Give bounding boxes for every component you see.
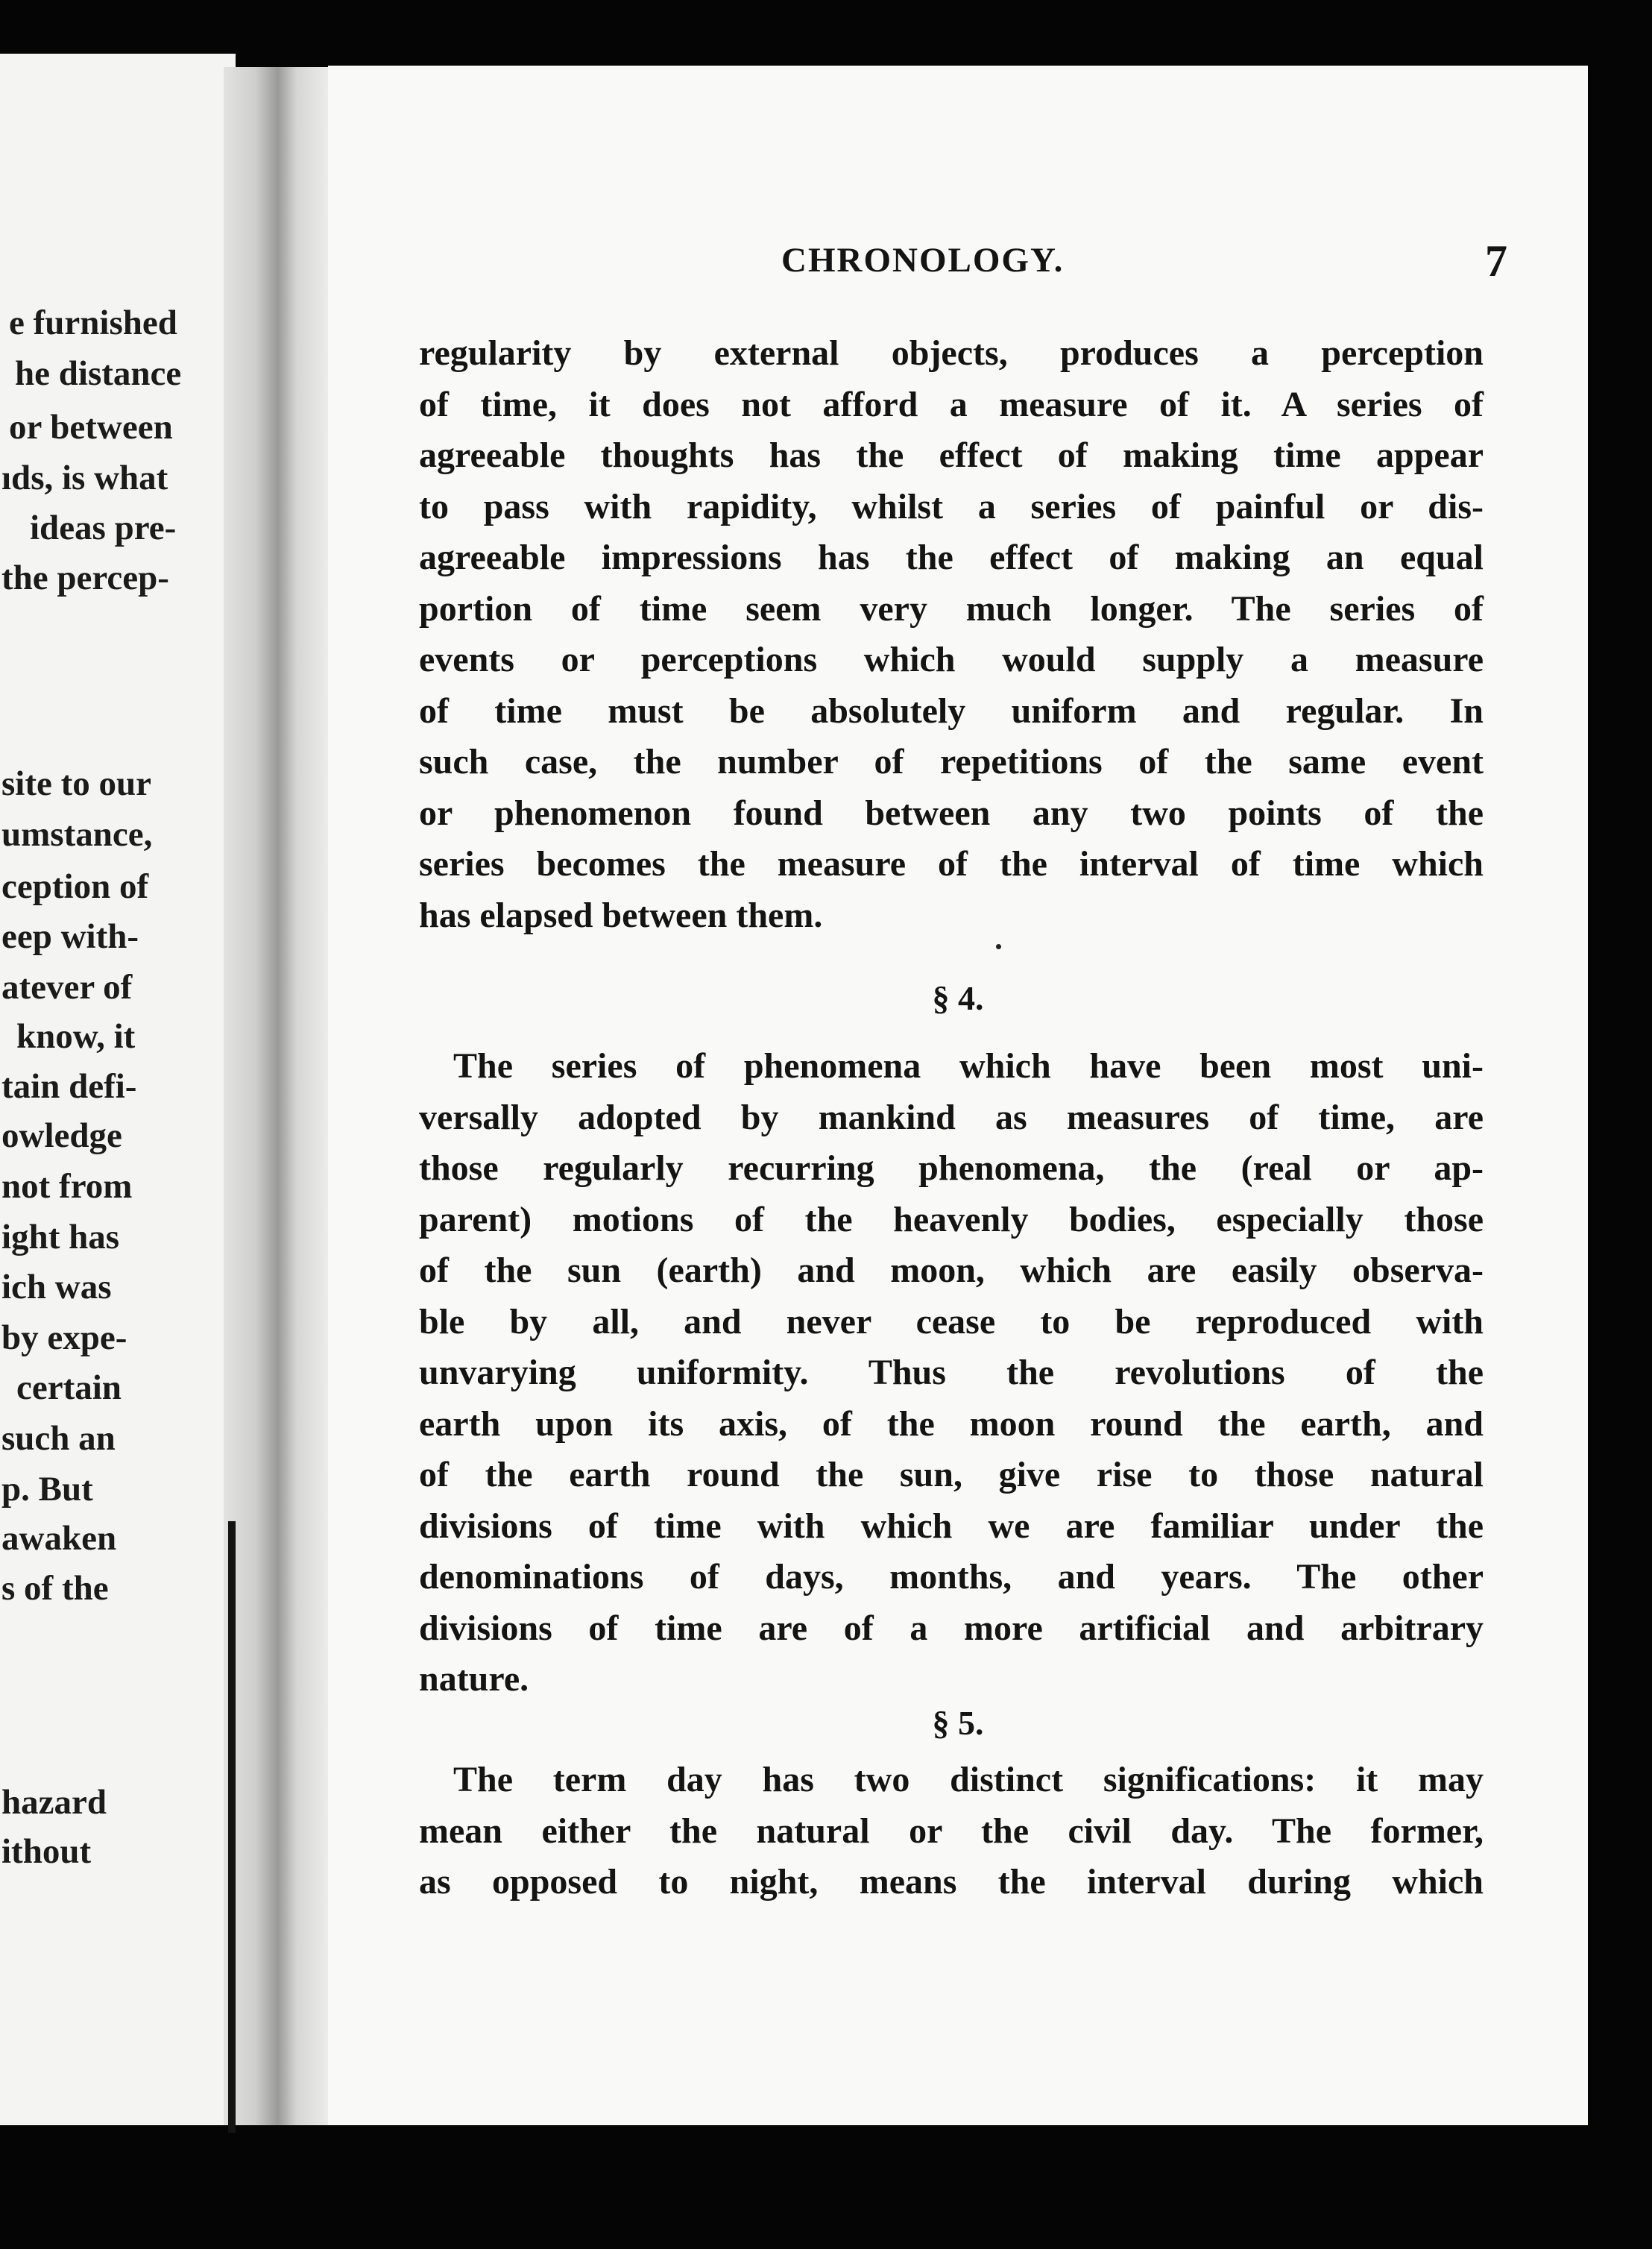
- left-page-fragment: [0, 54, 236, 2125]
- left-page-line: or between: [9, 408, 173, 447]
- left-page-line: ception of: [1, 867, 149, 906]
- ink-speck: [996, 944, 1001, 949]
- left-page-line: s of the: [1, 1569, 109, 1608]
- section-4-heading: § 4.: [932, 979, 984, 1017]
- left-page-line: site to our: [1, 764, 152, 803]
- left-page-line: hazard: [1, 1783, 107, 1822]
- left-page-line: umstance,: [1, 815, 153, 854]
- page-number: 7: [1485, 236, 1507, 286]
- book-gutter: [224, 67, 328, 2125]
- left-page-line: not from: [1, 1167, 133, 1206]
- left-page-line: eep with-: [1, 917, 139, 956]
- left-page-line: certain: [16, 1368, 122, 1407]
- left-page-line: know, it: [16, 1017, 136, 1056]
- left-page-line: ithout: [1, 1832, 92, 1871]
- running-head: CHRONOLOGY.: [781, 241, 1065, 280]
- left-page-line: atever of: [1, 968, 133, 1007]
- left-page-line: such an: [1, 1419, 116, 1458]
- left-page-line: ıds, is what: [1, 459, 168, 497]
- section-5-heading: § 5.: [932, 1704, 984, 1742]
- left-page-line: awaken: [1, 1519, 117, 1558]
- left-page-line: tain defi-: [1, 1067, 137, 1106]
- left-page-line: ideas pre-: [30, 509, 177, 547]
- left-page-line: he distance: [15, 354, 182, 393]
- left-page-line: owledge: [1, 1116, 122, 1155]
- left-page-line: ich was: [1, 1268, 112, 1306]
- left-page-line: ight has: [1, 1218, 120, 1256]
- left-page-line: the percep-: [1, 559, 169, 597]
- right-page: CHRONOLOGY. 7 regularity by external objects, produces a perception of time, it does not afford a measure of it. A series of agreeable thoughts has the effect of making time appear to pass with rapidity, whilst a series of painful or dis- agreeable impressions has the effect of making an equal portion of time seem very much longer. The series of events or perceptions which would supply a measure of time must be absolutely uniform and regular. In such case, the number of repetitions of the same event or phenomenon found between any two points of the series becomes the measure of the interval of time which has elapsed between them. § 4. The series of phenomena which have been most uni- versally adopted by mankind as measures of time, are those regularly recurring phenomena, the (real or ap- parent) motions of the heavenly bodies, especially those of the sun (earth) and moon, which are easily observa- ble by all, and never cease to be reproduced with unvarying uniformity. Thus the revolutions of the earth upon its axis, of the moon round the earth, and of the earth round the sun, give rise to those natural divisions of time with which we are familiar under the denominations of days, months, and years. The other divisions of time are of a more artificial and arbitrary nature. § 5. The term day has two distinct significations: it may mean either the natural or the civil day. The former, as opposed to night, means the interval during which: [328, 66, 1588, 2125]
- left-page-line: e furnished: [9, 303, 177, 342]
- page-header: [328, 236, 1588, 288]
- gutter-edge: [228, 1521, 236, 2133]
- left-page-line: by expe-: [1, 1318, 127, 1357]
- left-page-line: p. But: [1, 1470, 93, 1509]
